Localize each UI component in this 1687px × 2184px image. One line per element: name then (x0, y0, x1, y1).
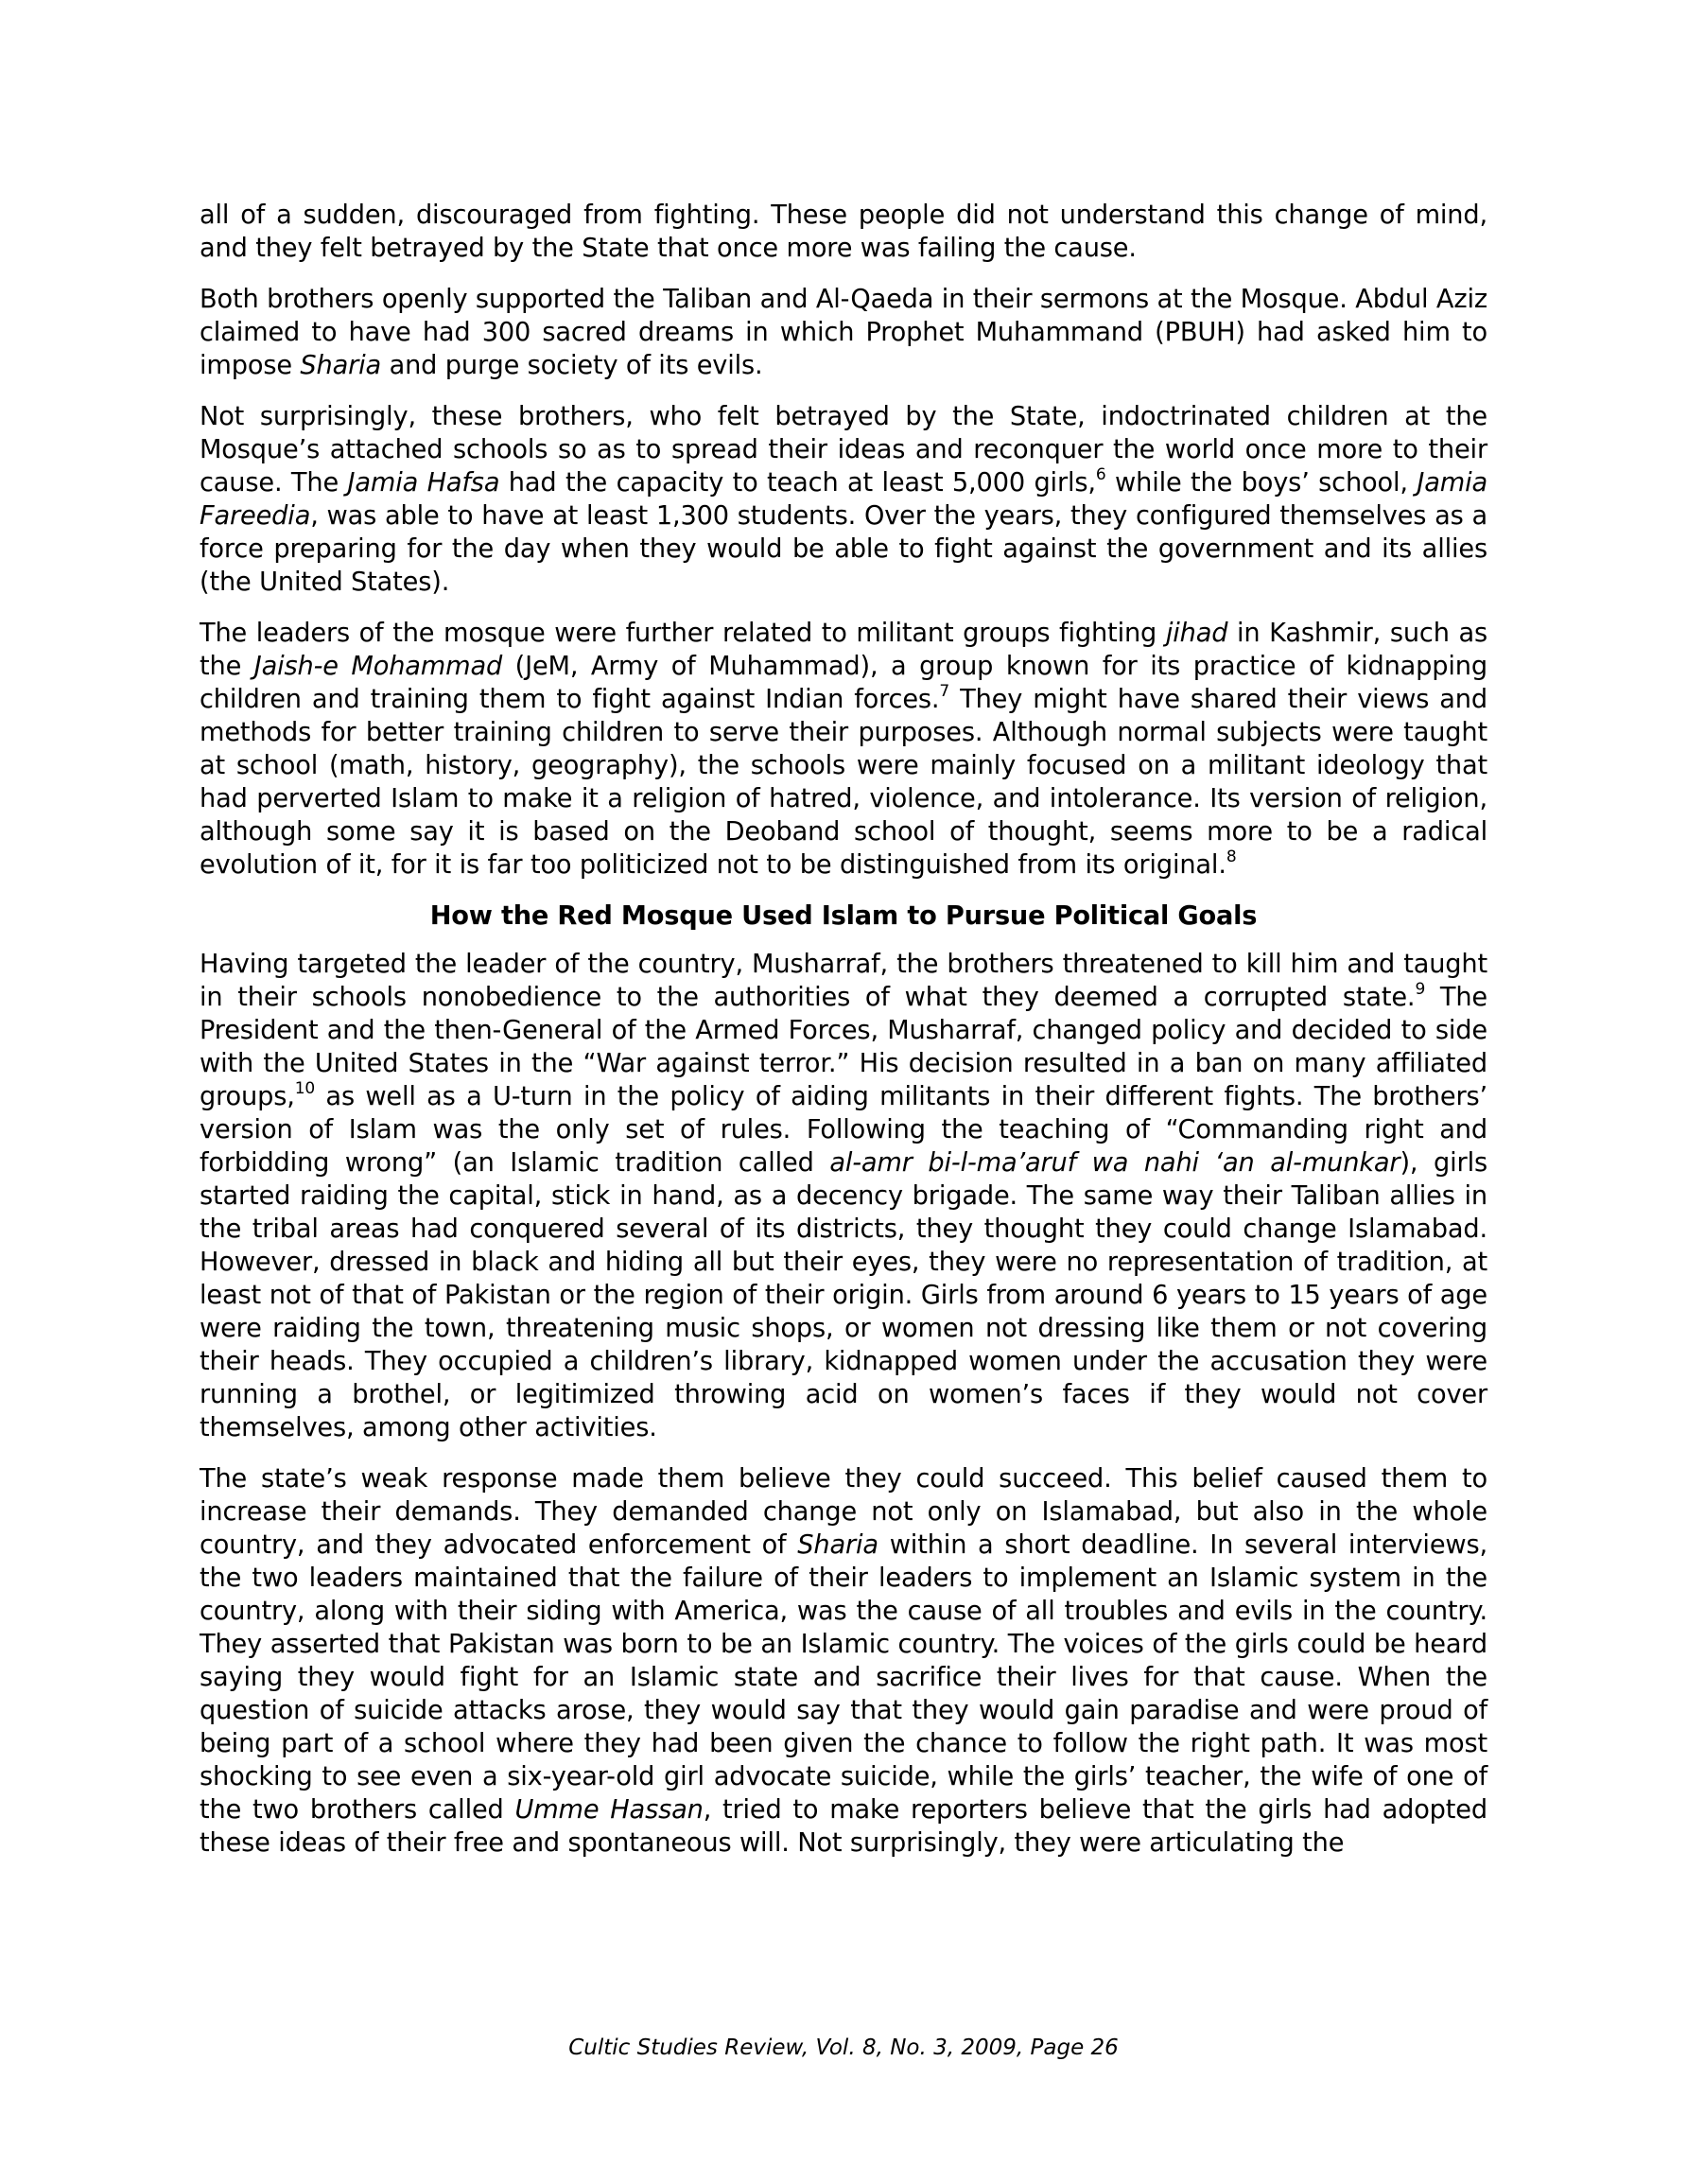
italic-term: al-amr bi-l-ma’aruf wa nahi ‘an al-munkar (829, 1148, 1400, 1178)
paragraph-text: all of a sudden, discouraged from fighting. These people did not understand this change of mind, and they felt betrayed by the State that once more was failing the cause. (200, 201, 1487, 263)
italic-term: Jamia Hafsa (347, 468, 500, 498)
paragraph-text: They might have shared their views and methods for better training children to serve their purposes. Although normal subjects were taught at school (math, history, geography), the schools were mainly focused on a militant ideology that had perverted Islam to make it a religion of hatred, violence, and intolerance. Its version of religion, although some say it is based on the Deoband school of thought, seems more to be a radical evolution of it, for it is far too politicized not to be distinguished from its original. (200, 685, 1487, 880)
body-paragraph (200, 199, 1487, 265)
footnote-reference: 8 (1226, 847, 1237, 866)
body-section-intro (200, 199, 1487, 882)
paragraph-text: and purge society of its evils. (381, 351, 763, 380)
paragraph-text: , was able to have at least 1,300 students. Over the years, they configured themselves as a force preparing for the day when they would be able to fight against the government and its allies (the United States). (200, 501, 1487, 597)
italic-term: Sharia (300, 351, 382, 380)
paragraph-text: , tried to make reporters believe that the girls had adopted these ideas of their free and spontaneous will. Not surprisingly, they were articulating the (200, 1795, 1487, 1858)
paragraph-text: in Kashmir, such as the (200, 619, 1487, 681)
body-paragraph (200, 948, 1487, 1444)
paragraph-text: Both brothers openly supported the Taliban and Al-Qaeda in their sermons at the Mosque. Abdul Aziz claimed to have had 300 sacred dreams in which Prophet Muhammand (PBUH) had asked him to impose (200, 285, 1487, 380)
italic-term: Jaish-e Mohammad (253, 652, 503, 681)
italic-term: Umme Hassan (514, 1795, 704, 1825)
paragraph-text: had the capacity to teach at least 5,000 girls, (499, 468, 1096, 498)
body-paragraph (200, 400, 1487, 599)
section-heading: How the Red Mosque Used Islam to Pursue Political Goals (429, 901, 1258, 931)
body-paragraph (200, 617, 1487, 882)
paragraph-text: as well as a U-turn in the policy of aiding militants in their different fights. The brothers’ version of Islam was the only set of rules. Following the teaching of “Commanding right and forbidding wrong” (an Islamic tradition called (200, 1082, 1487, 1178)
page-footer: Cultic Studies Review, Vol. 8, No. 3, 2009, Page 26 (568, 2035, 1119, 2060)
paragraph-text: The state’s weak response made them believe they could succeed. This belief caused them to increase their demands. They demanded change not only on Islamabad, but also in the whole country, and they advocated enforcement of (200, 1464, 1487, 1560)
italic-term: jihad (1165, 619, 1228, 648)
paragraph-text: Not surprisingly, these brothers, who felt betrayed by the State, indoctrinated children at the Mosque’s attached schools so as to spread their ideas and reconquer the world once more to their cause. The (200, 402, 1487, 498)
paragraph-text: The President and the then-General of the Armed Forces, Musharraf, changed policy and decided to side with the United States in the “War against terror.” His decision resulted in a ban on many affiliated groups, (200, 983, 1488, 1111)
body-paragraph (200, 283, 1487, 382)
italic-term: Sharia (797, 1530, 878, 1560)
body-paragraph (200, 1462, 1487, 1860)
paragraph-text: The leaders of the mosque were further related to militant groups fighting (200, 619, 1166, 648)
footnote-reference: 6 (1095, 464, 1106, 484)
footnote-reference: 7 (939, 681, 950, 701)
paragraph-text: within a short deadline. In several interviews, the two leaders maintained that the failure of their leaders to implement an Islamic system in the country, along with their siding with America, was the cause of all troubles and evils in the country. They asserted that Pakistan was born to be an Islamic country. The voices of the girls could be heard saying they would fight for an Islamic state and sacrifice their lives for that cause. When the question of suicide attacks arose, they would say that they would gain paradise and were proud of being part of a school where they had been given the chance to follow the right path. It was most shocking to see even a six-year-old girl advocate suicide, while the girls’ teacher, the wife of one of the two brothers called (200, 1530, 1487, 1825)
italic-term: Jamia Fareedia (200, 468, 1487, 531)
footnote-reference: 9 (1415, 979, 1426, 999)
paragraph-text: Having targeted the leader of the country, Musharraf, the brothers threatened to kill him and taught in their schools nonobedience to the authorities of what they deemed a corrupted state. (200, 950, 1487, 1012)
document-page (200, 199, 1487, 1878)
body-section-political-goals (200, 948, 1487, 1860)
paragraph-text: while the boys’ school, (1105, 468, 1417, 498)
paragraph-text: (JeM, Army of Muhammad), a group known for its practice of kidnapping children and training them to fight against Indian forces. (200, 652, 1487, 714)
footnote-reference: 10 (294, 1078, 316, 1098)
paragraph-text: ), girls started raiding the capital, stick in hand, as a decency brigade. The same way their Taliban allies in the tribal areas had conquered several of its districts, they thought they could change Islamabad. However, dressed in black and hiding all but their eyes, they were no representation of tradition, at least not of that of Pakistan or the region of their origin. Girls from around 6 years to 15 years of age were raiding the town, threatening music shops, or women not dressing like them or not covering their heads. They occupied a children’s library, kidnapped women under the accusation they were running a brothel, or legitimized throwing acid on women’s faces if they would not cover themselves, among other activities. (200, 1148, 1487, 1442)
